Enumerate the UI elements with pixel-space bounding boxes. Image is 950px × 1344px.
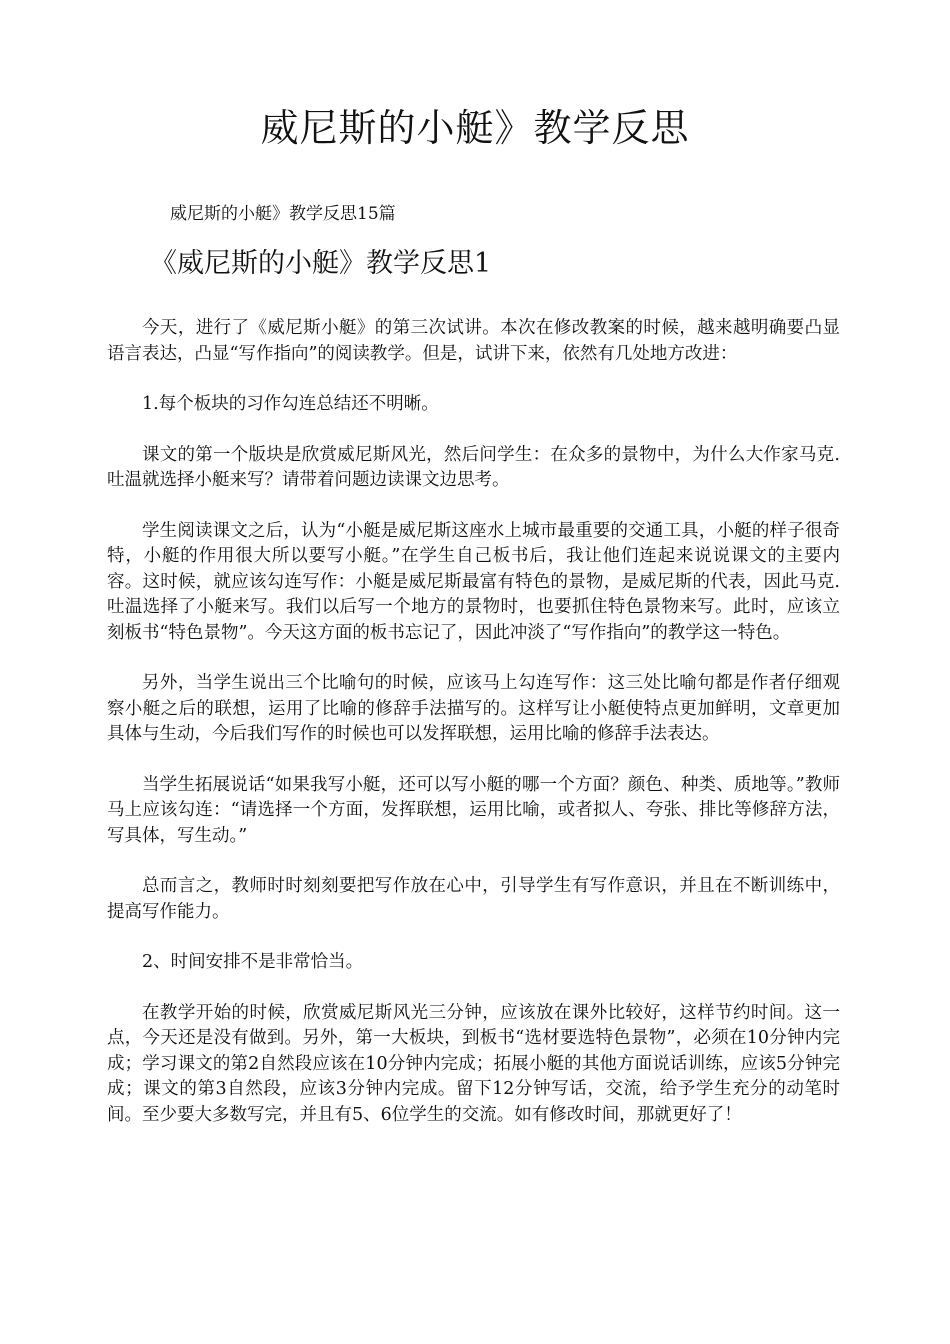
paragraph-time: 在教学开始的时候，欣赏威尼斯风光三分钟，应该放在课外比较好，这样节约时间。这一点，今天还是没有做到。另外，第一大板块，到板书“选材要选特色景物”，必须在10分钟内完成；学习课文的第2自然段应该在10分钟内完成；拓展小艇的其他方面说话训练，应该5分钟完成；课文的第3自然段，应该3分钟内完成。留下12分钟写话，交流，给予学生充分的动笔时间。至少要大多数写完，并且有5、6位学生的交流。如有修改时间，那就更好了！: [107, 1002, 840, 1125]
paragraph-intro: 今天，进行了《威尼斯小艇》的第三次试讲。本次在修改教案的时候，越来越明确要凸显语言表达，凸显“写作指向”的阅读教学。但是，试讲下来，依然有几处地方改进：: [107, 318, 840, 364]
paragraph-summary: 总而言之，教师时时刻刻要把写作放在心中，引导学生有写作意识，并且在不断训练中，提高写作能力。: [107, 876, 840, 922]
paragraph-point-1: 1.每个板块的习作勾连总结还不明晰。: [142, 394, 439, 414]
paragraph-point-2: 2、时间安排不是非常恰当。: [142, 952, 364, 972]
paragraph-reading: 学生阅读课文之后，认为“小艇是威尼斯这座水上城市最重要的交通工具，小艇的样子很奇特，小艇的作用很大所以要写小艇。”在学生自己板书后，我让他们连起来说说课文的主要内容。这时候，就应该勾连写作：小艇是威尼斯最富有特色的景物，是威尼斯的代表，因此马克.吐温选择了小艇来写。我们以后写一个地方的景物时，也要抓住特色景物来写。此时，应该立刻板书“特色景物”。今天这方面的板书忘记了，因此冲淡了“写作指向”的教学这一特色。: [107, 520, 840, 643]
section-heading: 《威尼斯的小艇》教学反思1: [150, 248, 492, 279]
paragraph-section-one: 课文的第一个版块是欣赏威尼斯风光，然后问学生：在众多的景物中，为什么大作家马克.吐温就选择小艇来写？请带着问题边读课文边思考。: [107, 444, 840, 490]
document-subtitle: 威尼斯的小艇》教学反思15篇: [170, 204, 396, 224]
body-text: [107, 316, 840, 1153]
paragraph-metaphor: 另外，当学生说出三个比喻句的时候，应该马上勾连写作：这三处比喻句都是作者仔细观察小艇之后的联想，运用了比喻的修辞手法描写的。这样写让小艇使特点更加鲜明，文章更加具体与生动，今后我们写作的时候也可以发挥联想，运用比喻的修辞手法表达。: [107, 673, 840, 744]
paragraph-extension: 当学生拓展说话“如果我写小艇，还可以写小艇的哪一个方面？颜色、种类、质地等。”教师马上应该勾连：“请选择一个方面，发挥联想，运用比喻，或者拟人、夸张、排比等修辞方法，写具体，写生动。”: [107, 774, 840, 846]
document-title: 威尼斯的小艇》教学反思: [260, 106, 690, 150]
